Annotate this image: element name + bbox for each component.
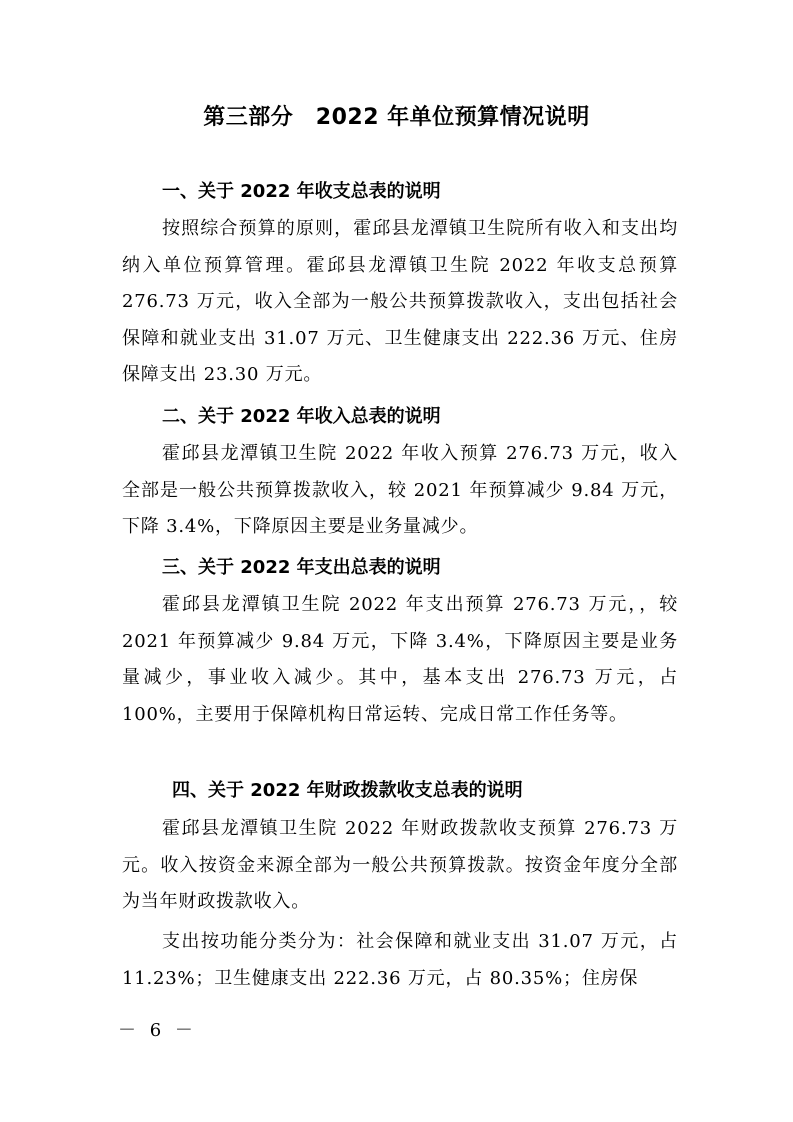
section-4-heading: 四、关于 2022 年财政拨款收支总表的说明 [172, 780, 523, 801]
section-2-heading: 二、关于 2022 年收入总表的说明 [162, 406, 441, 427]
section-4-paragraph-1: 霍邱县龙潭镇卫生院 2022 年财政拨款收支预算 276.73 万元。收入按资金来源全部为一般公共预算拨款。按资金年度分全部为当年财政拨款收入。 [122, 818, 678, 913]
section-3-paragraph: 霍邱县龙潭镇卫生院 2022 年支出预算 276.73 万元，，较 2021 年预算减少 9.84 万元，下降 3.4%，下降原因主要是业务量减少，事业收入减少。其中，基本支出 276.73 万元，占 100%，主要用于保障机构日常运转、完成日常工作任务等。 [122, 594, 678, 725]
section-4-paragraph-2: 支出按功能分类分为：社会保障和就业支出 31.07 万元，占 11.23%；卫生健康支出 222.36 万元，占 80.35%；住房保 [122, 931, 678, 989]
section-1-heading: 一、关于 2022 年收支总表的说明 [162, 181, 441, 202]
page-title: 第三部分 2022 年单位预算情况说明 [203, 105, 590, 130]
section-1-paragraph: 按照综合预算的原则，霍邱县龙潭镇卫生院所有收入和支出均纳入单位预算管理。霍邱县龙潭镇卫生院 2022 年收支总预算 276.73 万元，收入全部为一般公共预算拨款收入，支出包括社会保障和就业支出 31.07 万元、卫生健康支出 222.36 万元、住房保障支出 23.30 万元。 [122, 218, 678, 386]
page-number: － 6 － [118, 1020, 197, 1041]
section-3-heading: 三、关于 2022 年支出总表的说明 [162, 557, 441, 578]
section-2-paragraph: 霍邱县龙潭镇卫生院 2022 年收入预算 276.73 万元，收入全部是一般公共预算拨款收入，较 2021 年预算减少 9.84 万元，下降 3.4%，下降原因主要是业务量减少。 [122, 443, 678, 538]
